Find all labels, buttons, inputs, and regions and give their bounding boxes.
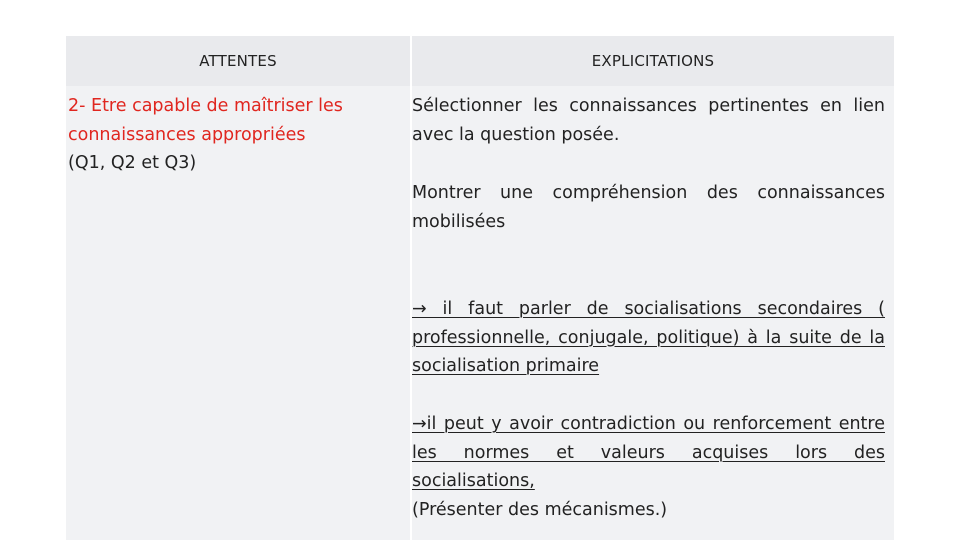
- explicitation-select: Sélectionner les connaissances pertinentes en lien avec la question posée.: [412, 96, 885, 145]
- header-cell-attentes: [66, 36, 410, 86]
- attentes-questions: (Q1, Q2 et Q3): [68, 153, 197, 173]
- header-attentes: ATTENTES: [199, 52, 277, 70]
- explicitation-secondary-socialisation: [412, 295, 885, 381]
- explicitation-mechanisms: (Présenter des mécanismes.): [412, 499, 668, 520]
- attentes-cell: [66, 86, 410, 540]
- attentes-text: 2- Etre capable de maîtriser les connaissances appropriées: [68, 96, 343, 145]
- explicitations-cell: [412, 86, 894, 540]
- explicitation-contradiction: [412, 410, 885, 524]
- header-explicitations: EXPLICITATIONS: [591, 52, 715, 70]
- explicitation-contradiction-text: →il peut y avoir contradiction ou renforcement entre les normes et valeurs acquises lors des socialisations,: [412, 414, 885, 491]
- expectations-table: [66, 36, 894, 540]
- explicitation-comprehension: Montrer une compréhension des connaissances mobilisées: [412, 183, 885, 232]
- header-cell-explicitations: [412, 36, 894, 86]
- explicitation-secondary-socialisation-text: → il faut parler de socialisations secondaires ( professionnelle, conjugale, politique) à la suite de la socialisation primaire: [412, 299, 885, 376]
- attentes-content: [68, 92, 404, 178]
